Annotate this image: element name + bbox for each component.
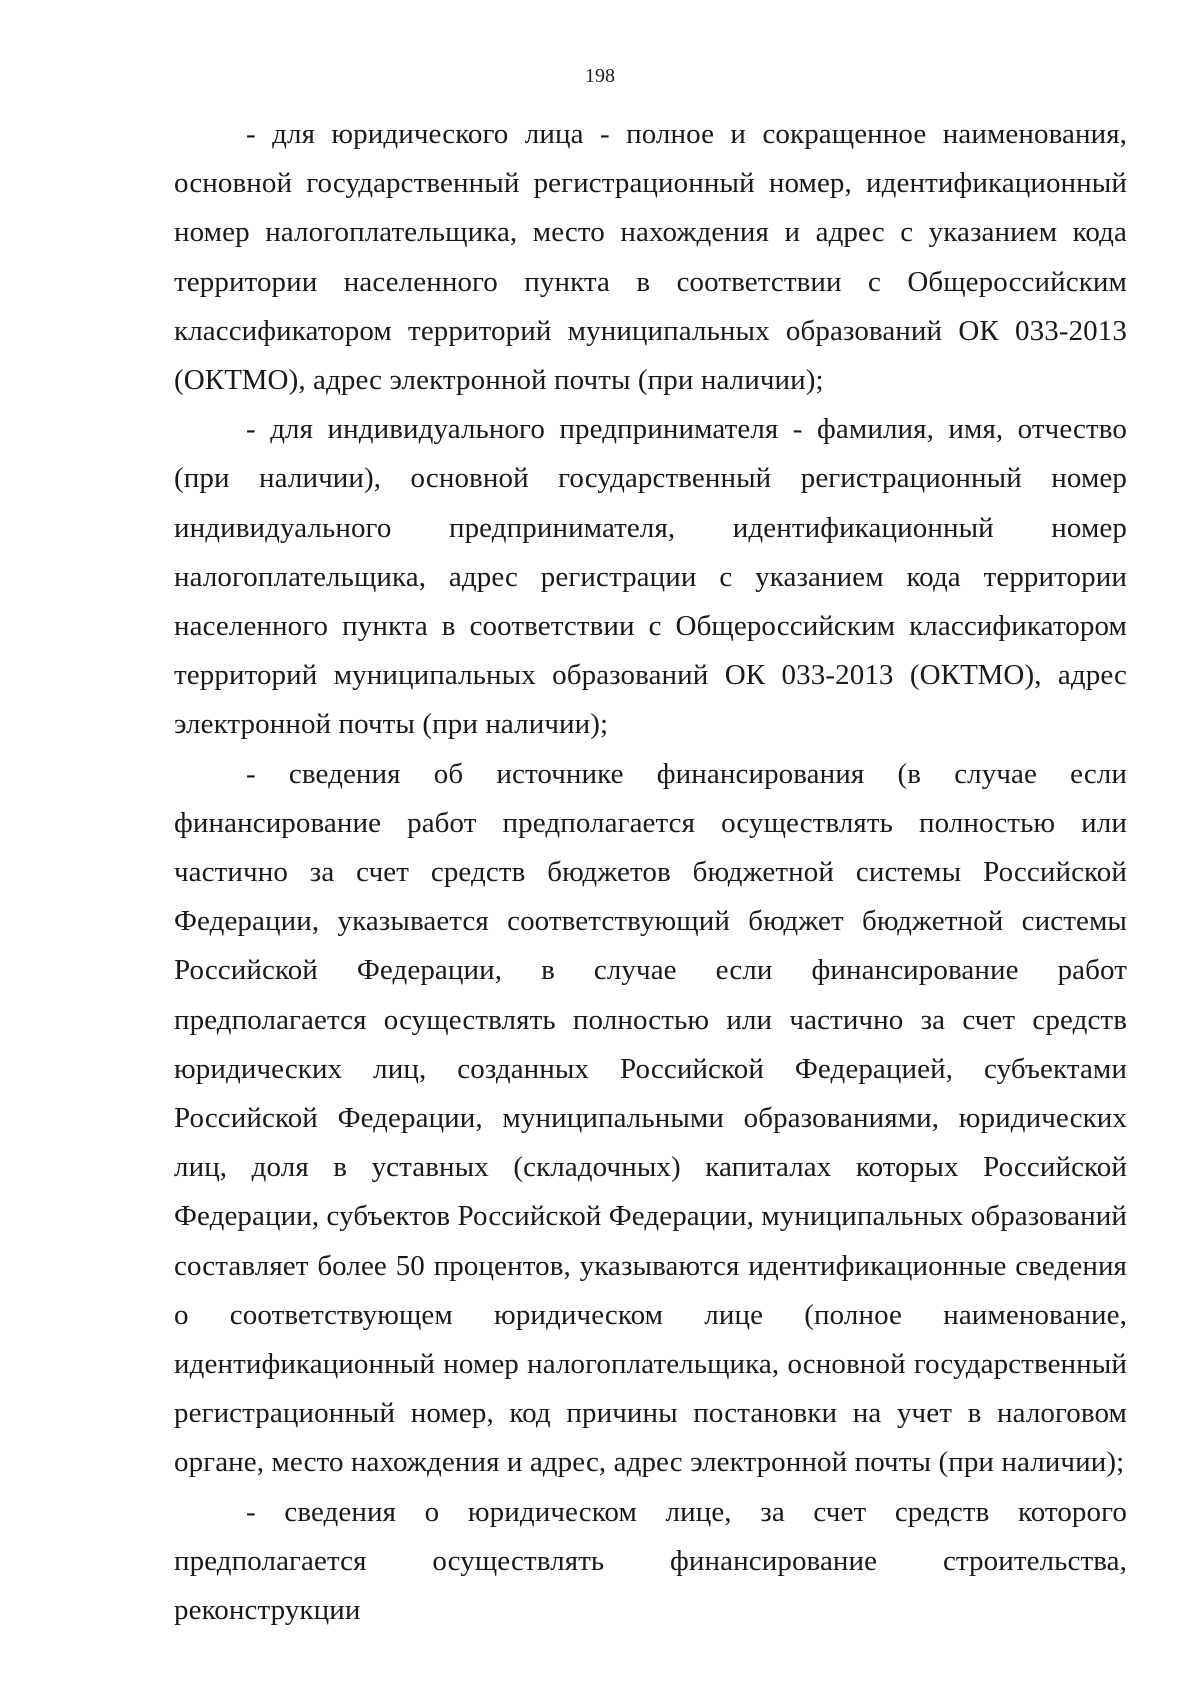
paragraph-individual-entrepreneur: - для индивидуального предпринимателя - фамилия, имя, отчество (при наличии), основной государственный регистрационный номер индивидуального предпринимателя, идентификационный номер налогоплательщика, адрес регистрации с указанием кода территории населенного пункта в соответствии с Общероссийским классификатором территорий муниципальных образований ОК 033-2013 (ОКТМО), адрес электронной почты (при наличии); (174, 413, 1127, 741)
paragraph-legal-entity: - для юридического лица - полное и сокращенное наименования, основной государственный регистрационный номер, идентификационный номер налогоплательщика, место нахождения и адрес с указанием кода территории населенного пункта в соответствии с Общероссийским классификатором территорий муниципальных образований ОК 033-2013 (ОКТМО), адрес электронной почты (при наличии); (174, 118, 1127, 397)
page-number: 198 (585, 65, 615, 87)
paragraph-financing-legal-entity: - сведения о юридическом лице, за счет средств которого предполагается осуществлять финансирование строительства, реконструкции (174, 1495, 1127, 1627)
paragraph-financing-source: - сведения об источнике финансирования (в случае если финансирование работ предполагается осуществлять полностью или частично за счет средств бюджетов бюджетной системы Российской Федерации, указывается соответствующий бюджет бюджетной системы Российской Федерации, в случае если финансирование работ предполагается осуществлять полностью или частично за счет средств юридических лиц, созданных Российской Федерацией, субъектами Российской Федерации, муниципальными образованиями, юридических лиц, доля в уставных (складочных) капиталах которых Российской Федерации, субъектов Российской Федерации, муниципальных образований составляет более 50 процентов, указываются идентификационные сведения о соответствующем юридическом лице (полное наименование, идентификационный номер налогоплательщика, основной государственный регистрационный номер, код причины постановки на учет в налоговом органе, место нахождения и адрес, адрес электронной почты (при наличии); (174, 757, 1128, 1479)
document-body (174, 110, 1127, 1635)
